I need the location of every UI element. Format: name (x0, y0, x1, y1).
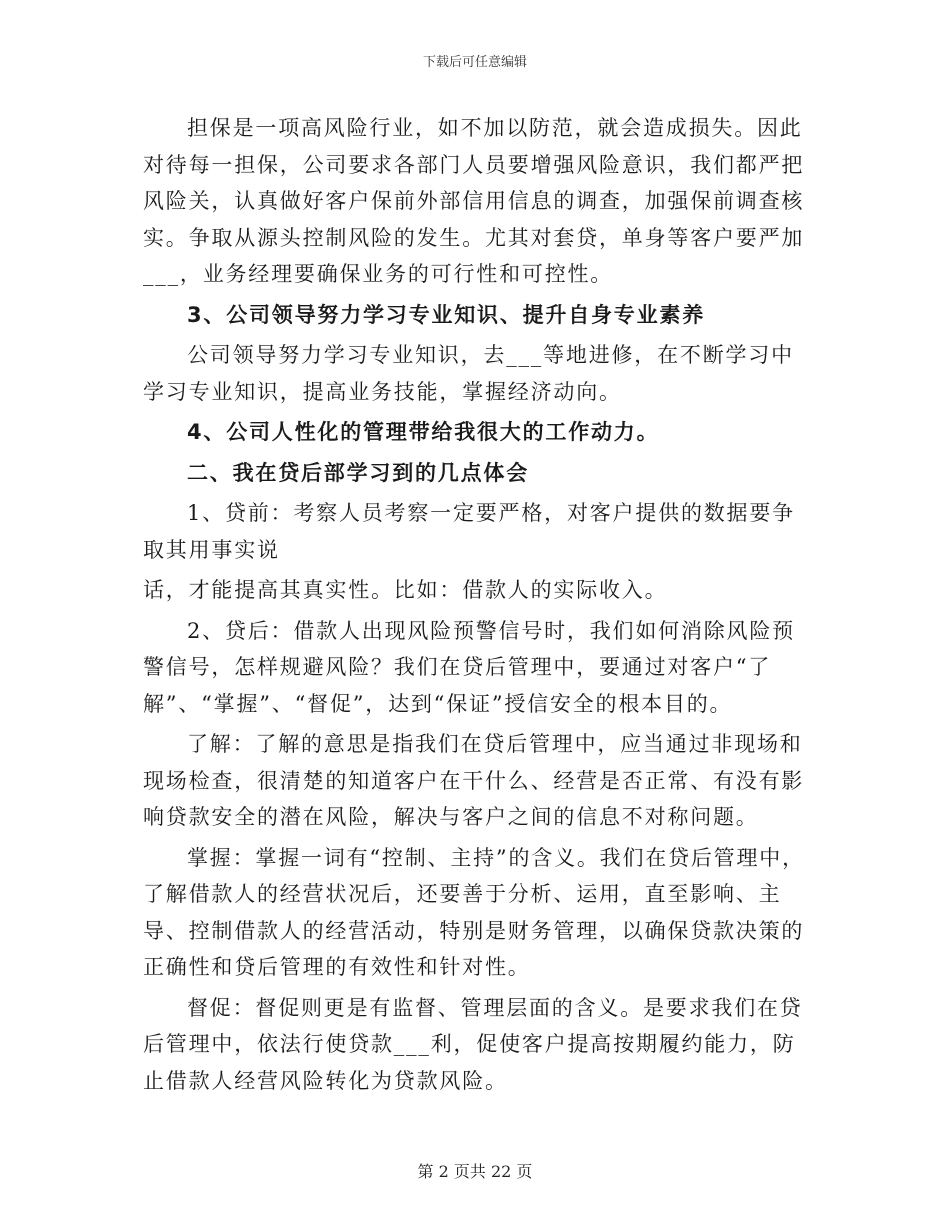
paragraph-pre-loan: 1、贷前：考察人员考察一定要严格，对客户提供的数据要争取其用事实说 (143, 501, 795, 562)
paragraph-guarantee-risk: 担保是一项高风险行业，如不加以防范，就会造成损失。因此对待每一担保，公司要求各部门人员要增强风险意识，我们都严把风险关，认真做好客户保前外部信用信息的调查，加强保前调查核实。争取从源头控制风险的发生。尤其对套贷，单身等客户要严加___，业务经理要确保业务的可行性和可控性。 (143, 116, 805, 286)
page-number-footer: 第 2 页共 22 页 (417, 1162, 533, 1181)
paragraph-leadership-study: 公司领导努力学习专业知识，去___等地进修，在不断学习中学习专业知识，提高业务技能，掌握经济动向。 (143, 343, 794, 404)
heading-post-loan-lessons: 二、我在贷后部学习到的几点体会 (187, 460, 529, 485)
heading-leadership-study: 3、公司领导努力学习专业知识、提升自身专业素养 (187, 302, 706, 327)
paragraph-urge: 督促：督促则更是有监督、管理层面的含义。是要求我们在贷后管理中，依法行使贷款___利，促使客户提高按期履约能力，防止借款人经营风险转化为贷款风险。 (143, 995, 803, 1093)
paragraph-pre-loan-continued: 话，才能提高其真实性。比如：借款人的实际收入。 (143, 578, 668, 602)
paragraph-post-loan: 2、贷后：借款人出现风险预警信号时，我们如何消除风险预警信号，怎样规避风险？我们在贷后管理中，要通过对客户“了解”、“掌握”、“督促”，达到“保证”授信安全的根本目的。 (143, 618, 795, 716)
heading-humane-management: 4、公司人性化的管理带给我很大的工作动力。 (187, 420, 660, 444)
paragraph-understand: 了解：了解的意思是指我们在贷后管理中，应当通过非现场和现场检查，很清楚的知道客户在干什么、经营是否正常、有没有影响贷款安全的潜在风险，解决与客户之间的信息不对称问题。 (143, 732, 805, 829)
page-header: 下载后可任意编辑 (422, 55, 527, 70)
document-body (143, 110, 808, 1103)
paragraph-master: 掌握：掌握一词有“控制、主持”的含义。我们在贷后管理中，了解借款人的经营状况后，还要善于分析、运用，直至影响、主导、控制借款人的经营活动，特别是财务管理，以确保贷款决策的正确性和贷后管理的有效性和针对性。 (143, 845, 805, 979)
